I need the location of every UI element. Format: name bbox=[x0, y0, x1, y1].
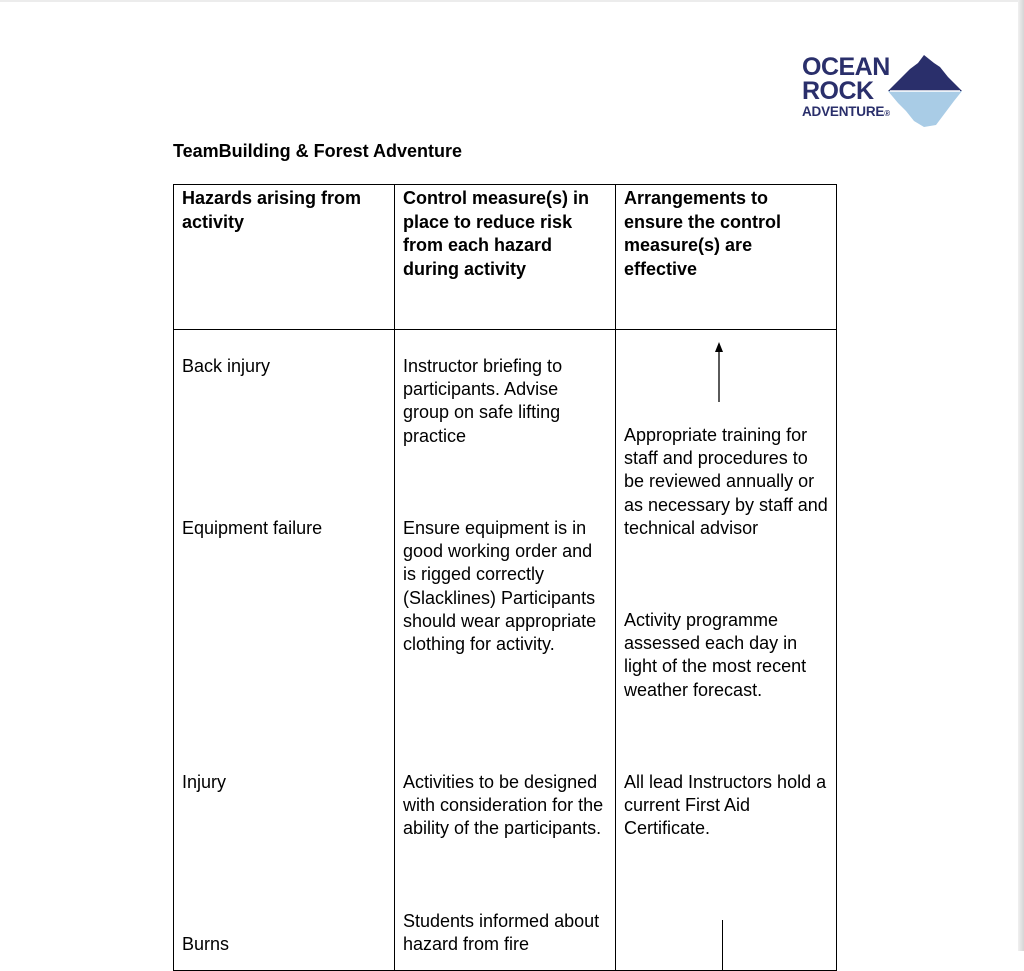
ocean-rock-logo bbox=[802, 55, 962, 129]
table-body-row bbox=[174, 330, 837, 971]
logo-line-3 bbox=[802, 105, 890, 119]
logo-registered-mark: ® bbox=[884, 109, 890, 118]
control-fire-hazard: Students informed about hazard from fire bbox=[403, 911, 600, 955]
arrangement-training: Appropriate training for staff and procedures to be reviewed annually or as necessary by staff and technical advisor bbox=[624, 425, 828, 538]
document-title: TeamBuilding & Forest Adventure bbox=[173, 141, 463, 161]
risk-assessment-table bbox=[173, 184, 837, 971]
control-equipment: Ensure equipment is in good working order and is rigged correctly (Slacklines) Participants should wear appropriate clothing for activity. bbox=[403, 518, 597, 655]
control-lifting-briefing: Instructor briefing to participants. Advise group on safe lifting practice bbox=[403, 356, 563, 446]
header-hazards: Hazards arising from activity bbox=[174, 185, 395, 330]
control-activity-design: Activities to be designed with consideration for the ability of the participants. bbox=[403, 772, 604, 839]
logo-text bbox=[802, 55, 890, 119]
hazard-burns: Burns bbox=[182, 934, 230, 954]
header-arrangements: Arrangements to ensure the control measure(s) are effective bbox=[616, 185, 837, 330]
logo-line-3-text: ADVENTURE bbox=[802, 104, 885, 119]
hazard-equipment-failure: Equipment failure bbox=[182, 518, 323, 538]
hazard-back-injury: Back injury bbox=[182, 356, 271, 376]
vertical-line-marker bbox=[722, 920, 723, 970]
controls-cell bbox=[395, 330, 616, 971]
hazards-cell bbox=[174, 330, 395, 971]
page-right-edge bbox=[1018, 0, 1024, 951]
mountain-iceberg-icon bbox=[888, 55, 962, 127]
arrow-up-icon bbox=[714, 342, 724, 402]
header-controls: Control measure(s) in place to reduce risk from each hazard during activity bbox=[395, 185, 616, 330]
arrangement-weather: Activity programme assessed each day in light of the most recent weather forecast. bbox=[624, 610, 807, 700]
arrangements-cell bbox=[616, 330, 837, 971]
hazard-injury: Injury bbox=[182, 772, 227, 792]
table-header-row bbox=[174, 185, 837, 330]
arrangement-first-aid: All lead Instructors hold a current First Aid Certificate. bbox=[624, 772, 827, 839]
page-top-edge bbox=[0, 0, 1018, 2]
logo-line-1: OCEAN bbox=[802, 53, 890, 81]
logo-line-2: ROCK bbox=[802, 77, 874, 105]
